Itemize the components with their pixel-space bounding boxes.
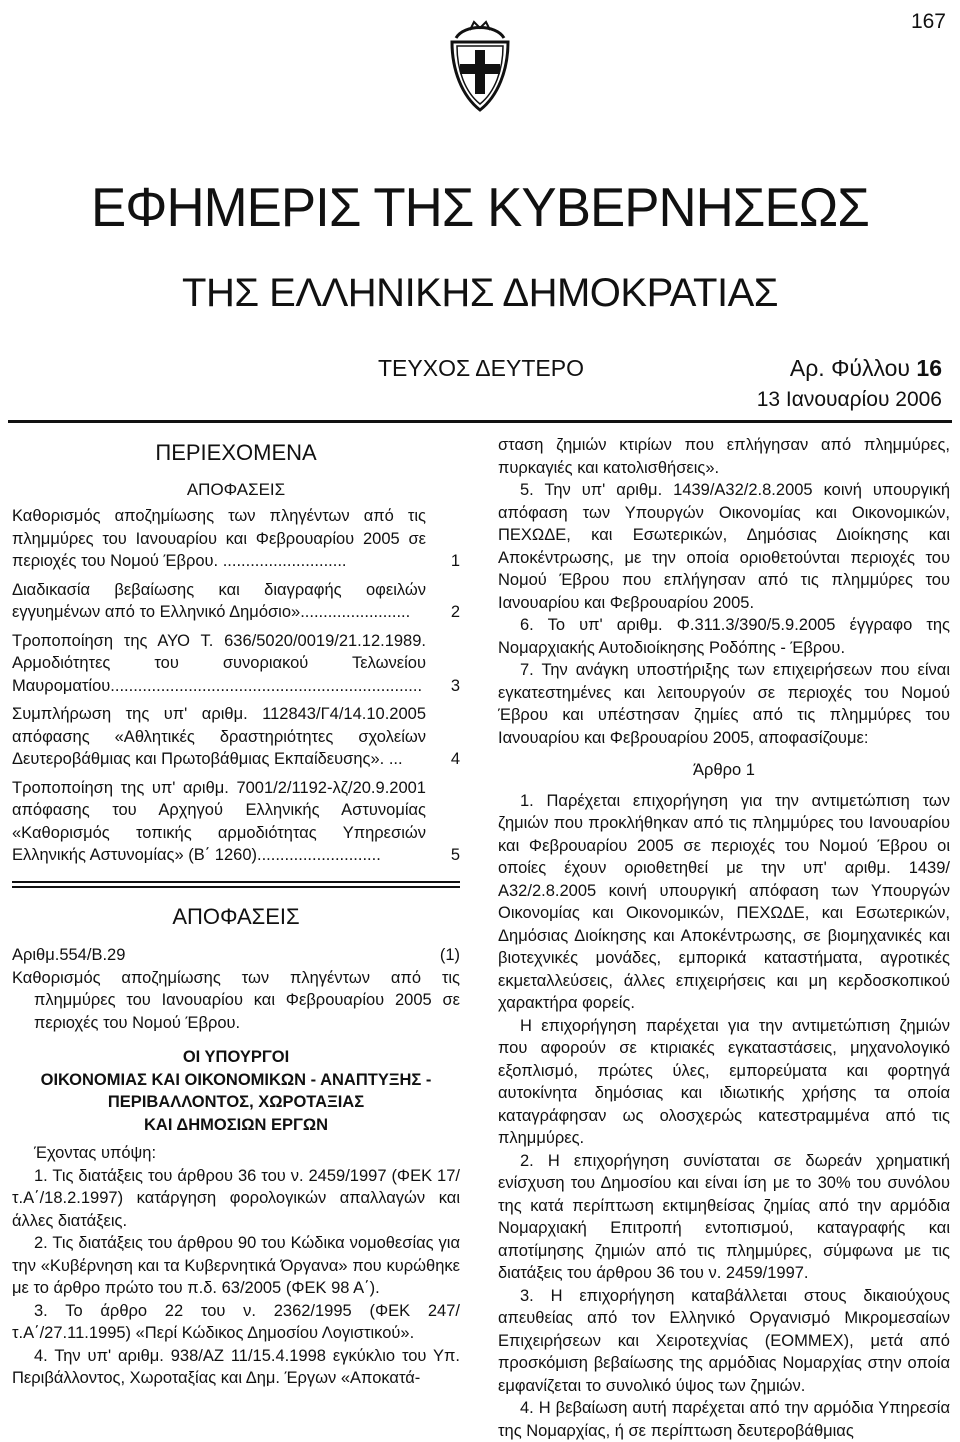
legal-basis-paragraph: 4. Την υπ' αριθμ. 938/ΑΖ 11/15.4.1998 εγκύκλιο του Υπ. Περιβάλλοντος, Χωροταξίας και Δημ. Έργων «Αποκατά- xyxy=(12,1346,460,1387)
toc-item-text: Συμπλήρωση της υπ' αριθμ. 112843/Γ4/14.10.2005 απόφασης «Αθλητικές δραστηριότητες σχολείων Δευτεροβάθμιας και Πρωτοβάθμιας Εκπαίδευσης». ... xyxy=(12,705,426,768)
legal-basis-paragraph: 1. Τις διατάξεις του άρθρου 36 του ν. 2459/1997 (ΦΕΚ 17/τ.Α΄/18.2.1997) κατάργηση φορολογικών απαλλαγών και άλλες διατάξεις. xyxy=(12,1166,460,1230)
decision-seq: (1) xyxy=(439,946,460,964)
decision-number: Αριθμ.554/Β.29 xyxy=(12,946,126,964)
legal-basis-paragraph: 2. Τις διατάξεις του άρθρου 90 του Κώδικα νομοθεσίας για την «Κυβέρνηση και τα Κυβερνητικά Όργανα» που κυρώθηκε με το άρθρο πρώτο του π.δ. 63/2005 (ΦΕΚ 98 Α΄). xyxy=(12,1234,460,1297)
page-number: 167 xyxy=(910,10,946,33)
considering-label: Έχοντας υπόψη: xyxy=(34,1144,157,1162)
contents-subtitle: ΑΠΟΦΑΣΕΙΣ xyxy=(186,479,286,499)
article-paragraph: 2. Η επιχορήγηση συνίσταται σε δωρεάν χρηματική ενίσχυση του Δημοσίου και είναι ίση με το 30% του συνόλου της κατά περίπτωση εκτιμηθείσας ζημίας από την αρμόδια Νομαρχιακή Επιτροπή εντοπισμού, καταγραφής και αποτίμησης ζημιών από τις πλημμύρες, σύμφωνα με τις διατάξεις του άρθρου 36 του ν. 2459/1997. xyxy=(498,1151,950,1282)
toc-item[interactable] xyxy=(12,777,460,867)
coat-of-arms-icon xyxy=(448,20,512,114)
toc-item-text: Διαδικασία βεβαίωσης και διαγραφής οφειλών εγγυημένων από το Ελληνικό Δημόσιο»........................ xyxy=(12,580,426,621)
toc-item-page: 4 xyxy=(450,750,460,768)
toc-item[interactable] xyxy=(12,579,460,624)
contents-title: ΠΕΡΙΕΧΟΜΕΝΑ xyxy=(155,440,317,465)
toc-item-text: Τροποποίηση της υπ' αριθμ. 7001/2/1192-λζ/20.9.2001 απόφασης του Αρχηγού Ελληνικής Αστυνομίας «Καθορισμός τοπικής αρμοδιότητας Υπηρεσιών Ελληνικής Αστυνομίας» (Β΄ 1260)........................... xyxy=(12,778,426,864)
ministers-line: ΚΑΙ ΔΗΜΟΣΙΩΝ ΕΡΓΩΝ xyxy=(143,1115,329,1134)
issue-number xyxy=(790,355,942,382)
legal-basis-paragraph: 7. Την ανάγκη υποστήριξης των επιχειρήσεων που είναι εγκατεστημένες και λειτουργούν σε περιοχές του Νομού Έβρου και υπέστησαν ζημίες από τις πλημμύρες του Ιανουαρίου και Φεβρουαρίου 2005, αποφασίζουμε: xyxy=(498,661,950,747)
legal-basis-paragraph: 3. Το άρθρο 22 του ν. 2362/1995 (ΦΕΚ 247/τ.Α΄/27.11.1995) «Περί Κώδικος Δημοσίου Λογιστικού». xyxy=(12,1301,460,1342)
right-column xyxy=(498,434,950,1442)
toc-item-text: Καθορισμός αποζημίωσης των πληγέντων από τις πλημμύρες του Ιανουαρίου και Φεβρουαρίου 2005 σε περιοχές του Νομού Έβρου. ........................... xyxy=(12,507,426,570)
issue-date: 13 Ιανουαρίου 2006 xyxy=(756,388,942,411)
toc-item[interactable] xyxy=(12,505,460,573)
ministers-block xyxy=(12,1046,460,1136)
toc-item-page: 5 xyxy=(450,846,460,864)
gazette-subtitle: ΤΗΣ ΕΛΛΗΝΙΚΗΣ ΔΗΜΟΚΡΑΤΙΑΣ xyxy=(182,271,778,315)
toc-item-page: 2 xyxy=(450,603,460,621)
header-rule xyxy=(8,420,952,423)
toc-item-page: 3 xyxy=(450,676,460,695)
article-paragraph: 3. Η επιχορήγηση καταβάλλεται στους δικαιούχους απευθείας από τον Ελληνικό Οργανισμό Μικρομεσαίων Επιχειρήσεων και Χειροτεχνίας (ΕΟΜΜΕΧ), μετά από προσκόμιση βεβαίωσης της αρμόδιας Νομαρχίας στην οποία εμφανίζεται το συνολικό ύψος των ζημιών. xyxy=(498,1286,950,1395)
toc-item[interactable] xyxy=(12,703,460,771)
sheet-label: Αρ. Φύλλου xyxy=(789,355,911,381)
left-column xyxy=(12,434,460,1390)
ministers-line: ΟΙΚΟΝΟΜΙΑΣ ΚΑΙ ΟΙΚΟΝΟΜΙΚΩΝ - ΑΝΑΠΤΥΞΗΣ - xyxy=(40,1070,432,1089)
toc-item[interactable] xyxy=(12,630,460,698)
article-paragraph: 4. Η βεβαίωση αυτή παρέχεται από την αρμόδια Υπηρεσία της Νομαρχίας, ή σε περίπτωση δευτεροβάθμιας xyxy=(498,1399,950,1440)
gazette-title: ΕΦΗΜΕΡΙΣ ΤΗΣ ΚΥΒΕΡΝΗΣΕΩΣ xyxy=(91,176,869,238)
ministers-title: ΟΙ ΥΠΟΥΡΓΟΙ xyxy=(182,1048,290,1066)
issue-series: ΤΕΥΧΟΣ ΔΕΥΤΕΡΟ xyxy=(378,355,584,381)
decision-subject: Καθορισμός αποζημίωσης των πληγέντων από τις πλημμύρες του Ιανουαρίου και Φεβρουαρίου 2005 σε περιοχές του Νομού Έβρου. xyxy=(12,968,460,1032)
legal-basis-paragraph: 6. Το υπ' αριθμ. Φ.311.3/390/5.9.2005 έγγραφο της Νομαρχιακής Αυτοδιοίκησης Ροδόπης - Έβρου. xyxy=(498,616,950,657)
article-title: Άρθρο 1 xyxy=(693,761,755,779)
ministers-line: ΠΕΡΙΒΑΛΛΟΝΤΟΣ, ΧΩΡΟΤΑΞΙΑΣ xyxy=(107,1093,365,1111)
sheet-number: 16 xyxy=(916,355,942,381)
decision-number-row xyxy=(12,944,460,967)
legal-basis-paragraph: σταση ζημιών κτιρίων που επλήγησαν από πλημμύρες, πυρκαγιές και κατολισθήσεις». xyxy=(498,436,950,477)
article-paragraph: Η επιχορήγηση παρέχεται για την αντιμετώπιση ζημιών που αφορούν σε κτιριακές εγκαταστάσεις, μηχανολογικό εξοπλισμό, πρώτες ύλες, εμπορεύματα και φορτηγά αυτοκίνητα δημόσιας και ιδιωτικής χρήσης τα οποία καταγράφησαν ως ολοσχερώς κατεστραμμένα από τις πλημμύρες. xyxy=(498,1016,950,1147)
legal-basis-paragraph: 5. Την υπ' αριθμ. 1439/Α32/2.8.2005 κοινή υπουργική απόφαση των Υπουργών Οικονομίας και Οικονομικών, ΠΕΧΩΔΕ, και Εσωτερικών, Δημόσιας Διοίκησης και Αποκέντρωσης, με την οποία οριοθετούνται περιοχές του Νομού Έβρου που επλήγησαν από τις πλημμύρες του Ιανουαρίου και Φεβρουαρίου 2005. xyxy=(498,481,950,612)
toc-item-page: 1 xyxy=(450,552,460,570)
article-paragraph: 1. Παρέχεται επιχορήγηση για την αντιμετώπιση των ζημιών που προκλήθηκαν από τις πλημμύρες του Ιανουαρίου και Φεβρουαρίου 2005 σε περιοχές του Νομού Έβρου οι οποίες έχουν οριοθετηθεί με την υπ' αριθμ. 1439/Α32/2.8.2005 κοινή υπουργική απόφαση των Υπουργών Οικονομίας και Οικονομικών, ΠΕΧΩΔΕ, και Εσωτερικών, Δημόσιας Διοίκησης και Αποκέντρωσης, σε βιομηχανικές και βιοτεχνικές μονάδες, εμπορικά καταστήματα, αγροτικές εκμεταλλεύσεις, άλλες επιχειρήσεις και μη κερδοσκοπικού χαρακτήρα φορείς. xyxy=(498,791,950,1012)
toc-item-text: Τροποποίηση της ΑΥΟ Τ. 636/5020/0019/21.12.1989. Αρμοδιότητες του συνοριακού Τελωνείου Μαυροματίου.................................................................... xyxy=(12,631,426,695)
decisions-heading: ΑΠΟΦΑΣΕΙΣ xyxy=(172,903,300,929)
section-divider xyxy=(12,881,460,888)
